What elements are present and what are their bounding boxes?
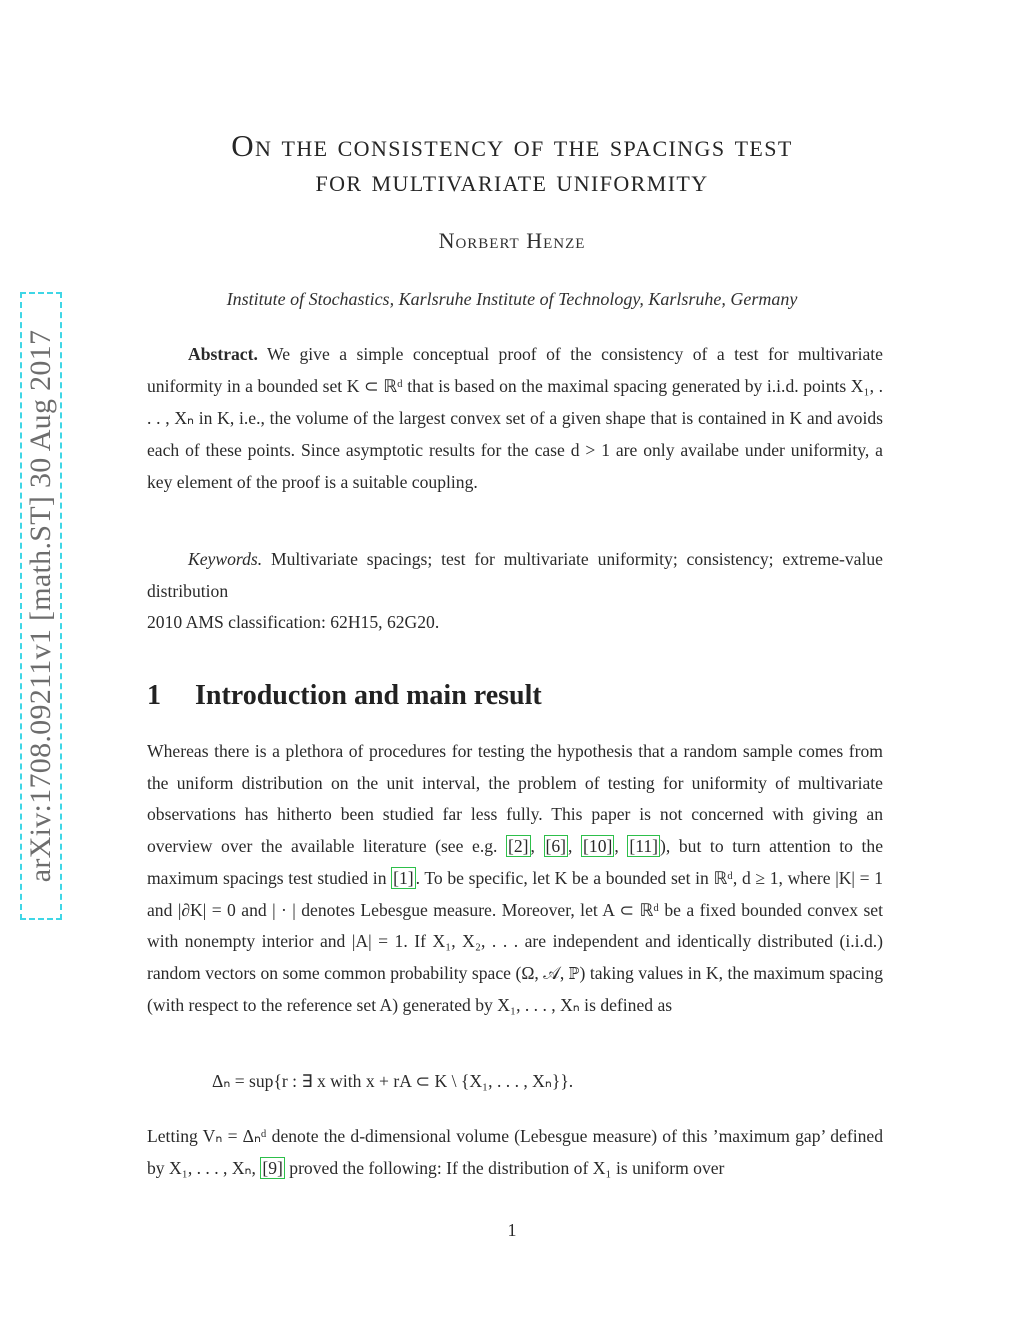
intro-paragraph-1 — [147, 736, 883, 1021]
section-title: Introduction and main result — [195, 680, 542, 711]
citation-link-10[interactable]: [10] — [583, 836, 613, 857]
arxiv-stamp-text: arXiv:1708.09211v1 [math.ST] 30 Aug 2017 — [24, 329, 57, 883]
para2-text-a: Letting Vₙ = Δₙᵈ denote the d-dimensional volume (Lebesgue measure) of this ’maximum gap’ defined by X₁, . . . , Xₙ, — [147, 1126, 883, 1178]
para1-text-c: . To be specific, let K be a bounded set in ℝᵈ, d ≥ 1, where |K| = 1 and |∂K| = 0 and | · | denotes Lebesgue measure. Moreover, let A ⊂ ℝᵈ be a fixed bounded convex set with nonempty interior and |A| = 1. If X₁, X₂, . . . are independent and identically distributed (i.i.d.) random vectors on some common probability space (Ω, 𝒜, ℙ) taking values in K, the maximum spacing (with respect to the reference set A) generated by X₁, . . . , Xₙ is defined as — [147, 867, 883, 1015]
citation-link-2[interactable]: [2] — [508, 836, 529, 857]
para2-text-b: proved the following: If the distribution of X₁ is uniform over — [289, 1157, 725, 1178]
abstract — [147, 338, 883, 498]
intro-paragraph-2 — [147, 1121, 883, 1184]
section-number: 1 — [147, 680, 161, 711]
abstract-text: We give a simple conceptual proof of the consistency of a test for multivariate uniformity in a bounded set K ⊂ ℝᵈ that is based on the maximal spacing generated by i.i.d. points X₁, . . . , Xₙ in K, i.e., the volume of the largest convex set of a given shape that is contained in K and avoids each of these points. Since asymptotic results for the case d > 1 are only availabe under uniformity, a key element of the proof is a suitable coupling. — [147, 344, 883, 492]
para1-comma-a: , — [530, 836, 535, 857]
keywords-label: Keywords. — [188, 549, 263, 569]
title-line-2: for multivariate uniformity — [315, 163, 709, 198]
citation-link-11[interactable]: [11] — [629, 836, 659, 857]
para1-text-a: Whereas there is a plethora of procedures for testing the hypothesis that a random sample comes from the uniform distribution on the unit interval, the problem of testing for uniformity of multivariate observations has hitherto been studied far less fully. This paper is not concerned with giving an overview over the available literature (see e.g. — [147, 741, 883, 857]
display-equation: Δₙ = sup{r : ∃ x with x + rA ⊂ K \ {X₁, . . . , Xₙ}}. — [212, 1071, 574, 1091]
arxiv-stamp[interactable] — [20, 292, 62, 920]
keywords — [147, 544, 883, 607]
citation-link-6[interactable]: [6] — [545, 836, 567, 857]
section-heading — [147, 680, 542, 712]
author-affiliation: Institute of Stochastics, Karlsruhe Institute of Technology, Karlsruhe, Germany — [226, 289, 798, 309]
paper-title — [100, 128, 924, 198]
abstract-label: Abstract. — [188, 344, 258, 364]
keywords-text: Multivariate spacings; test for multivariate uniformity; consistency; extreme-value distribution — [147, 549, 883, 601]
para1-comma-b: , — [568, 836, 573, 857]
page-number: 1 — [507, 1220, 517, 1240]
citation-link-1[interactable]: [1] — [393, 867, 414, 888]
ams-classification: 2010 AMS classification: 62H15, 62G20. — [147, 612, 440, 632]
title-line-1: On the consistency of the spacings test — [231, 128, 793, 163]
author-name: Norbert Henze — [438, 228, 586, 253]
para1-comma-c: , — [614, 836, 619, 857]
para1-text-b: ), but to turn attention to the maximum spacings test studied in — [147, 836, 884, 888]
citation-link-9[interactable]: [9] — [262, 1157, 283, 1178]
